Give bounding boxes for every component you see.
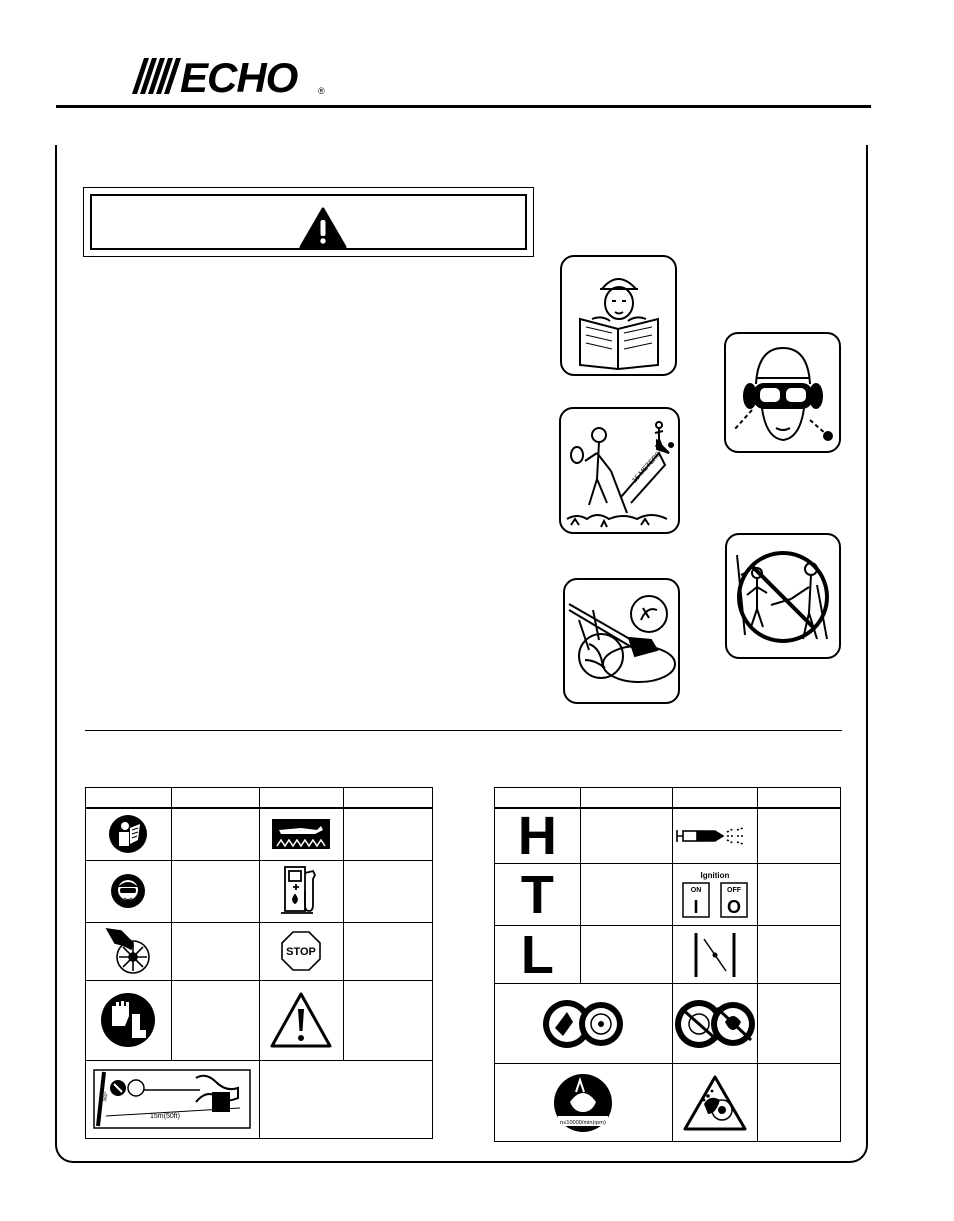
- gloves-boots-icon: [100, 992, 156, 1048]
- header-cell: [343, 788, 432, 809]
- table-row: [86, 1060, 433, 1138]
- description-cell: [757, 984, 840, 1064]
- header-rule: [56, 105, 871, 108]
- ignition-on-symbol: I: [693, 896, 699, 917]
- symbol-cell: [672, 1064, 757, 1142]
- read-manual-symbol-icon: [108, 814, 148, 854]
- hot-surface-hand-icon: [271, 818, 331, 850]
- eye-ear-symbol-icon: [110, 873, 146, 909]
- symbol-cell: [672, 808, 757, 864]
- header-cell: [259, 788, 343, 809]
- stop-sign-label: STOP: [286, 946, 317, 958]
- approved-cutting-attachments-icon: [541, 998, 625, 1050]
- description-cell: [580, 808, 672, 864]
- fuel-pump-icon: [279, 865, 323, 917]
- table-row: [495, 808, 841, 864]
- header-cell: [580, 788, 672, 809]
- symbol-cell: [495, 984, 673, 1064]
- symbol-cell: [672, 926, 757, 984]
- description-cell: [343, 922, 432, 980]
- read-manual-icon: [560, 255, 677, 376]
- symbol-cell: [86, 860, 172, 922]
- warning-banner: [83, 187, 534, 257]
- primer-injector-icon: [675, 826, 755, 846]
- description-cell: [757, 808, 840, 864]
- table-row: [86, 980, 433, 1060]
- description-cell: [171, 922, 259, 980]
- description-cell: [171, 808, 259, 860]
- description-cell: [343, 980, 432, 1060]
- description-cell: [757, 864, 840, 926]
- brand-name: ECHO: [180, 54, 298, 96]
- symbol-cell: [672, 984, 757, 1064]
- section-divider: [85, 730, 842, 731]
- symbol-cell: [259, 808, 343, 860]
- max-rpm-icon: [552, 1072, 614, 1134]
- symbol-cell: [86, 922, 172, 980]
- description-cell: [757, 1064, 840, 1142]
- symbol-cell: [86, 808, 172, 860]
- table-row: [86, 860, 433, 922]
- header-cell: [86, 788, 172, 809]
- svg-text:15 METERS: 15 METERS: [631, 450, 663, 485]
- header-cell: [495, 788, 581, 809]
- symbol-cell: [495, 808, 581, 864]
- description-cell: [580, 864, 672, 926]
- max-rpm-label: n≤10000/min(rpm): [560, 1119, 607, 1126]
- header-cell: [672, 788, 757, 809]
- description-cell: [580, 926, 672, 984]
- keep-distance-symbol-icon: [92, 1068, 252, 1130]
- distance-angle-label: 360°: [102, 1091, 111, 1103]
- description-cell: [343, 808, 432, 860]
- choke-low-letter: L: [520, 924, 554, 985]
- hand-blade-hazard-icon: [563, 578, 680, 704]
- table-row: [495, 864, 841, 926]
- warning-triangle-icon: [299, 207, 347, 249]
- symbol-table-right: [494, 787, 841, 1142]
- table-row: [495, 926, 841, 984]
- ignition-label: Ignition: [700, 870, 730, 880]
- distance-radius-label: 15m(50ft): [150, 1113, 181, 1120]
- ignition-off-symbol: O: [726, 896, 741, 917]
- eye-ear-protection-icon: [724, 332, 841, 453]
- table-row: [86, 808, 433, 860]
- registered-mark: ®: [318, 86, 325, 96]
- table-header-row: [86, 788, 433, 809]
- choke-top-letter: T: [520, 864, 554, 925]
- hand-blade-symbol-icon: [103, 925, 153, 977]
- ignition-switch-icon: [677, 869, 753, 921]
- symbol-cell: [495, 1064, 673, 1142]
- echo-logo: [122, 54, 332, 96]
- choke-lever-icon: [690, 931, 740, 979]
- prohibited-cutting-attachments-icon: [673, 998, 757, 1050]
- description-cell: [757, 926, 840, 984]
- table-row: [86, 922, 433, 980]
- no-bystanders-icon: [725, 533, 841, 659]
- ignition-on-label: ON: [690, 886, 702, 894]
- header-cell: [757, 788, 840, 809]
- table-header-row: [495, 788, 841, 809]
- description-cell: [171, 980, 259, 1060]
- table-row: [495, 984, 841, 1064]
- stop-sign-icon: [280, 930, 322, 972]
- symbol-cell: [259, 922, 343, 980]
- symbol-cell: [86, 980, 172, 1060]
- symbol-cell: [259, 860, 343, 922]
- symbol-cell: [495, 926, 581, 984]
- symbol-cell: [672, 864, 757, 926]
- choke-high-letter: H: [517, 806, 557, 866]
- table-row: [495, 1064, 841, 1142]
- symbol-cell: [259, 980, 343, 1060]
- warning-triangle-symbol-icon: [269, 991, 333, 1049]
- description-cell: [343, 860, 432, 922]
- header-cell: [171, 788, 259, 809]
- ignition-off-label: OFF: [726, 886, 741, 894]
- keep-distance-icon: [559, 407, 680, 534]
- description-cell: [259, 1060, 432, 1138]
- description-cell: [171, 860, 259, 922]
- symbol-cell: [495, 864, 581, 926]
- symbol-table-left: [85, 787, 433, 1139]
- warning-banner-inner: [90, 194, 527, 250]
- thrown-object-hazard-icon: [682, 1074, 748, 1132]
- symbol-cell: [86, 1060, 260, 1138]
